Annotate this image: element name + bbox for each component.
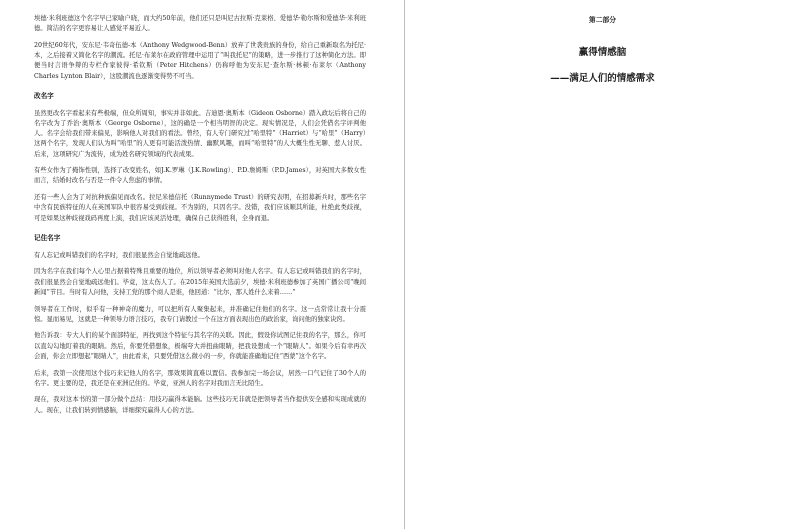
body-paragraph: 他告诉我：专大人们的某个面部特征，再找到这个特征与其名字的关联。因此，假设你试图记住我的名字，那么，你可以直勾勾地盯着我的眼睛。然后，你要凭借想象，极端夸大并扭曲眼睛，把我设想成一个“眼睛人”。如果今后有幸再次会面，你会立即想起“眼睛人”，由此看来，只要凭借这么微小的一步，你就能准确地记住“西蒙”这个名字。 bbox=[34, 332, 366, 360]
body-paragraph: 有人忘记或叫错我们的名字时，我们很显然会自觉地疏远他。 bbox=[34, 251, 205, 259]
body-paragraph: 有些女作为了掩饰性别，选择了改变姓名，如J.K.罗琳（J.K.Rowling）、P.D.詹姆斯（P.D.James），对英国大多数女性而言，结婚时改名与否是一件令人焦虑的事情。 bbox=[34, 167, 366, 185]
body-paragraph: 埃德·米利班德这个名字早已家喻户晓，而大约50年前，他们还只是叫尼古拉斯·克莱格、爱德华·勒尔斯和爱德华·米利班德。简洁的名字更容易让人感觉平易近人。 bbox=[34, 15, 366, 33]
body-paragraph: 还有一些人会为了对抗种族偏见而改名。拉尼米德信托（Runnymede Trust）的研究表明，在招募新兵时，那些名字中含有民族特征的人在英国军队中很容易受到歧视。不为别的，只因名字。没错，我们应该顺其所能，杜绝此类歧视，可是如果这种歧视戏码再度上演，我们应该灵活处理，确保自己获得胜利，全身而退。 bbox=[34, 194, 366, 222]
body-paragraph: 20世纪60年代，安东尼·韦奇伍德-本（Anthony Wedgwood-Benn）放弃了世袭贵族的身份，给自己重新取名为托尼·本，之后接着又简化名字的潮流。托尼·布莱尔在政府管理中运用了“叫我托尼”的策略，进一步推行了这种简化方法。即便当时言语争辩的专栏作家彼得·希钦斯（Peter Hitchens）仍称呼他为安东尼·查尔斯·林顿·布莱尔（Anthony Charles Lynton Blair），这股潮流也逐渐变得势不可当。 bbox=[34, 41, 366, 80]
left-page-content bbox=[34, 14, 366, 422]
body-paragraph: 领导者在工作时，似乎有一种神奇的魔力，可以把所有人聚集起来，并准确记住他们的名字。这一点常常让我十分震惊。显而易见，这就是一种领导力语言技巧，我专门请教过一个在这方面表现出色的政治家，询问他的独家诀窍。 bbox=[34, 305, 366, 323]
body-paragraph: 现在，我对这本书的第一部分做个总结：用技巧赢得本能脑。这些技巧无非就是把领导者当作提供安全感和实现成就的人。现在，让我们转到情感脑，详细探究赢得人心的方法。 bbox=[34, 396, 366, 414]
section-heading: 记住名字 bbox=[34, 233, 61, 242]
part-label: 第二部分 bbox=[588, 16, 617, 24]
part-subtitle: ——满足人们的情感需求 bbox=[550, 73, 655, 84]
body-paragraph: 虽然更改名字看起来有些极端，但众所周知，事实并非如此。吉迪恩·奥斯本（Gideon Osborne）踏入政坛后将自己的名字改为了乔治·奥斯本（George Osborne），这的确是一个相当明智的决定。现实情况是，人们会凭借名字评判他人。名字会给我们带来偏见，影响他人对我们的看法。曾经，有人专门研究过“哈里特”（Harriet）与“哈里”（Harry）这两个名字，发现人们认为叫“哈里”的人更有可能活泼热情、幽默风趣，而叫“哈里特”的人大概生性无聊、惹人讨厌。后来，这项研究广为流传，成为姓名研究领域的代表成果。 bbox=[34, 109, 366, 158]
section-heading: 改名字 bbox=[34, 91, 54, 100]
body-paragraph: 后来，我第一次使用这个技巧来记他人的名字，那效果简直难以置信。我参加完一场会议，居然一口气记住了30个人的名字。更主要的是，我还是在亚洲记住的。毕竟，亚洲人的名字对我而言无比陌生。 bbox=[34, 369, 366, 387]
part-title: 赢得情感脑 bbox=[578, 47, 627, 58]
body-paragraph: 因为名字在我们每个人心里占据着特殊且重要的地位，所以领导者必须叫对他人名字。有人忘记或叫错我们的名字时，我们很显然会自觉地疏远他们。毕竟，这太伤人了。在2015年英国大选前夕，埃德·米利班德参加了英国广播公司“晚间新闻”节目。当时有人问他，支持工党的那个商人是谁，他回道：“比尔，那人姓什么来着……” bbox=[34, 268, 366, 296]
right-page bbox=[405, 0, 800, 529]
